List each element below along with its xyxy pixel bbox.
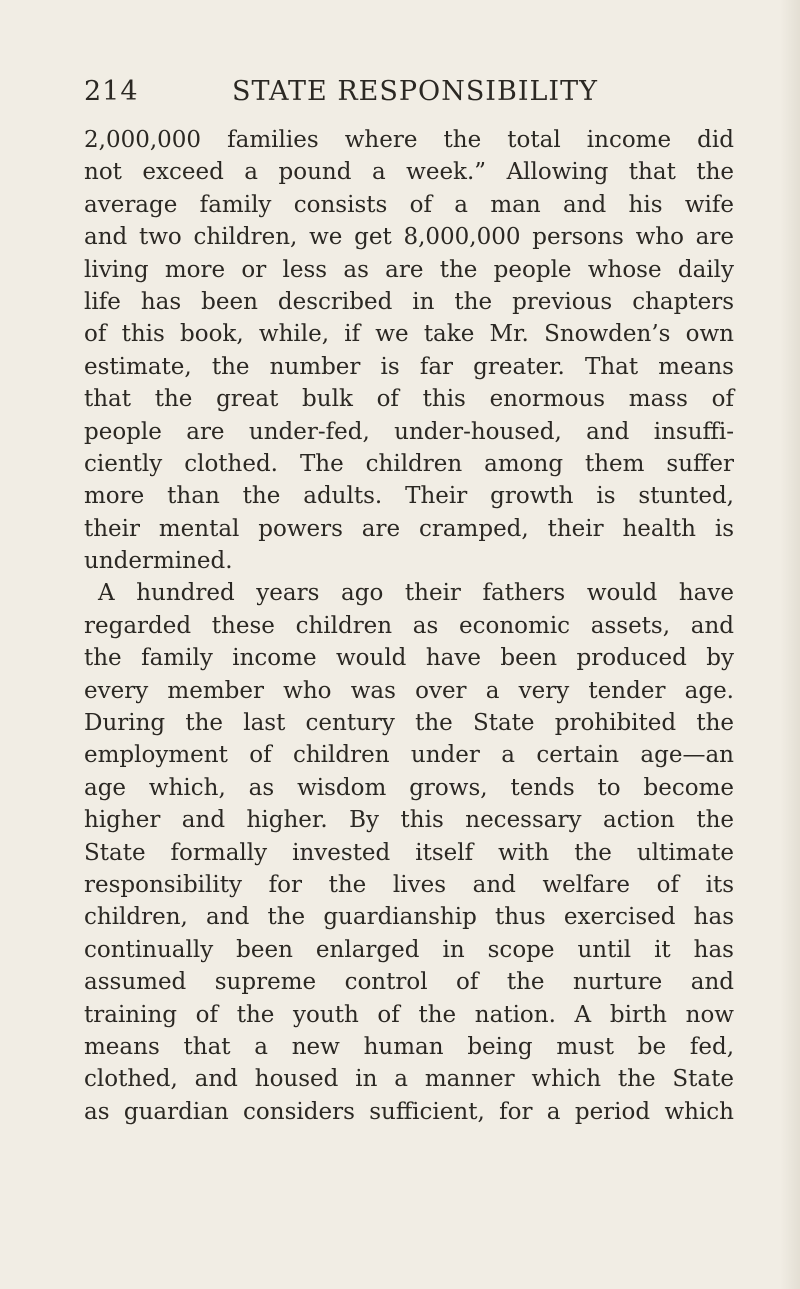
- text-line: During the last century the State prohibited the: [84, 710, 734, 737]
- text-line: responsibility for the lives and welfare of its: [84, 871, 734, 898]
- running-head: [84, 72, 724, 112]
- text-line: means that a new human being must be fed,: [84, 1033, 734, 1060]
- chapter-title: STATE RESPONSIBILITY: [232, 76, 598, 107]
- text-line: people are under-fed, under-housed, and insuffi-: [84, 418, 734, 445]
- page-number: 214: [84, 76, 139, 107]
- text-line: every member who was over a very tender age.: [84, 677, 734, 704]
- text-line: their mental powers are cramped, their health is: [84, 515, 734, 542]
- text-line: State formally invested itself with the ultimate: [84, 839, 734, 866]
- text-line: children, and the guardianship thus exercised has: [84, 904, 734, 931]
- text-line: continually been enlarged in scope until it has: [84, 936, 734, 963]
- text-line: estimate, the number is far greater. That means: [84, 353, 734, 380]
- text-line: not exceed a pound a week.” Allowing that the: [84, 159, 734, 186]
- text-line: regarded these children as economic assets, and: [84, 612, 734, 639]
- text-line: assumed supreme control of the nurture and: [84, 969, 734, 996]
- body-text: [84, 124, 734, 1128]
- text-line: employment of children under a certain age—an: [84, 742, 734, 769]
- text-line: A hundred years ago their fathers would have: [98, 580, 734, 607]
- text-line: age which, as wisdom grows, tends to become: [84, 774, 734, 801]
- text-line: life has been described in the previous chapters: [84, 288, 734, 315]
- text-line: average family consists of a man and his wife: [84, 191, 734, 218]
- text-line: living more or less as are the people whose daily: [84, 256, 734, 283]
- text-line: undermined.: [84, 548, 233, 575]
- text-line: as guardian considers sufficient, for a period which: [84, 1098, 734, 1125]
- text-line: higher and higher. By this necessary action the: [84, 807, 734, 834]
- text-line: clothed, and housed in a manner which the State: [84, 1066, 734, 1093]
- text-line: of this book, while, if we take Mr. Snowden’s own: [84, 321, 734, 348]
- text-line: 2,000,000 families where the total income did: [84, 127, 734, 153]
- text-line: more than the adults. Their growth is stunted,: [84, 483, 734, 510]
- text-line: ciently clothed. The children among them suffer: [84, 450, 734, 477]
- text-line: and two children, we get 8,000,000 persons who are: [84, 224, 734, 251]
- text-line: training of the youth of the nation. A birth now: [84, 1001, 734, 1028]
- text-line: that the great bulk of this enormous mass of: [84, 386, 734, 413]
- text-line: the family income would have been produced by: [84, 645, 734, 672]
